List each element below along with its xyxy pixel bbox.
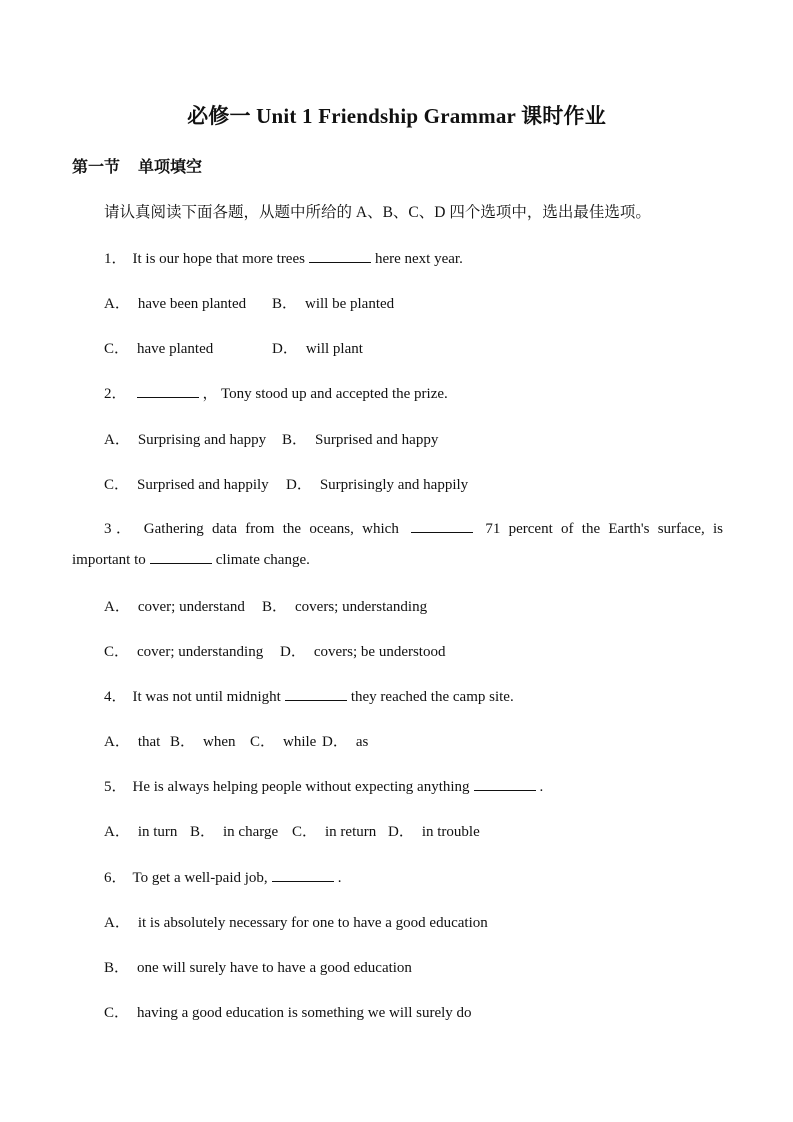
answer-blank — [272, 867, 334, 882]
question-text-after: climate change. — [215, 552, 310, 568]
section-heading — [72, 154, 202, 177]
option-letter: C． — [104, 644, 130, 660]
option-a — [104, 292, 272, 313]
option-letter: A． — [104, 296, 130, 312]
option-text: will be planted — [305, 296, 395, 312]
question-number: 1． — [104, 251, 127, 267]
option-a — [104, 820, 190, 841]
option-letter: B． — [262, 599, 288, 615]
option-letter: D． — [280, 644, 306, 660]
question-text-after: . — [539, 779, 544, 795]
option-text: in charge — [223, 824, 279, 840]
question-1-stem — [104, 247, 463, 268]
stem-word: the — [581, 521, 601, 537]
option-d — [322, 730, 368, 751]
option-letter: D． — [388, 824, 414, 840]
option-text: it is absolutely necessary for one to have a good education — [137, 915, 488, 931]
option-letter: C． — [104, 341, 130, 357]
question-number: 5． — [104, 779, 127, 795]
option-text: Surprised and happily — [137, 477, 269, 493]
question-4-stem — [104, 685, 514, 706]
option-letter: B． — [190, 824, 216, 840]
option-letter: A． — [104, 599, 130, 615]
option-letter: D． — [272, 341, 298, 357]
option-letter: C． — [250, 734, 276, 750]
question-2-options-row-2 — [104, 473, 468, 494]
option-c — [292, 820, 388, 841]
answer-blank — [474, 776, 536, 791]
question-6-option-b — [104, 956, 412, 977]
section-number: 第一节 — [72, 159, 121, 176]
option-letter: C． — [104, 1005, 130, 1021]
option-d — [286, 473, 468, 494]
option-text: have planted — [137, 341, 214, 357]
option-letter: D． — [322, 734, 348, 750]
question-text-before: important to — [72, 552, 146, 568]
question-6-option-a — [104, 911, 488, 932]
question-text-after: ， Tony stood up and accepted the prize. — [202, 386, 448, 402]
stem-word: Gathering — [143, 521, 204, 537]
option-text: cover; understanding — [137, 644, 264, 660]
question-text-after: . — [337, 870, 342, 886]
option-letter: D． — [286, 477, 312, 493]
stem-word: 71 — [485, 521, 501, 537]
option-text: covers; be understood — [313, 644, 446, 660]
option-letter: B． — [272, 296, 298, 312]
question-number: 3． — [104, 521, 136, 537]
option-text: cover; understand — [137, 599, 245, 615]
option-letter: B． — [282, 432, 308, 448]
section-name: 单项填空 — [138, 159, 203, 176]
stem-word: is — [713, 521, 724, 537]
option-text: in return — [325, 824, 377, 840]
option-text: have been planted — [137, 296, 247, 312]
question-2-stem — [104, 382, 448, 403]
option-c — [104, 640, 280, 661]
option-b — [282, 428, 438, 449]
option-letter: A． — [104, 915, 130, 931]
question-3-options-row-1 — [104, 595, 427, 616]
question-text-after: they reached the camp site. — [350, 689, 514, 705]
option-b — [262, 595, 427, 616]
option-a — [104, 730, 170, 751]
question-text-before: It was not until midnight — [132, 689, 281, 705]
option-a — [104, 428, 282, 449]
option-text: in turn — [137, 824, 178, 840]
question-4-options — [104, 730, 368, 751]
question-2-options-row-1 — [104, 428, 438, 449]
question-text-after: here next year. — [374, 251, 463, 267]
option-text: Surprised and happy — [315, 432, 439, 448]
question-1-options-row-1 — [104, 292, 394, 313]
question-5-options — [104, 820, 480, 841]
question-number: 2． — [104, 386, 127, 402]
stem-word: of — [561, 521, 574, 537]
option-letter: C． — [292, 824, 318, 840]
stem-word: data — [212, 521, 238, 537]
option-text: Surprising and happy — [137, 432, 267, 448]
option-b — [190, 820, 292, 841]
question-3-stem-line-2 — [72, 549, 310, 569]
stem-word: the — [282, 521, 302, 537]
question-number: 4． — [104, 689, 127, 705]
answer-blank — [411, 518, 473, 533]
question-3-stem-line-1 — [104, 517, 723, 538]
option-text: covers; understanding — [295, 599, 428, 615]
option-letter: A． — [104, 432, 130, 448]
question-5-stem — [104, 775, 543, 796]
option-text: Surprisingly and happily — [319, 477, 469, 493]
answer-blank — [285, 686, 347, 701]
option-text: will plant — [305, 341, 363, 357]
stem-word: oceans, — [309, 521, 354, 537]
stem-word: surface, — [657, 521, 705, 537]
option-a — [104, 595, 262, 616]
option-text: that — [137, 734, 161, 750]
answer-blank — [150, 549, 212, 564]
option-text: as — [355, 734, 369, 750]
question-6-stem — [104, 866, 341, 887]
question-number: 6． — [104, 870, 127, 886]
question-text-before: He is always helping people without expecting anything — [132, 779, 470, 795]
option-letter: B． — [170, 734, 196, 750]
option-letter: C． — [104, 477, 130, 493]
option-d — [388, 820, 480, 841]
option-letter: A． — [104, 734, 130, 750]
option-letter: B． — [104, 960, 130, 976]
option-letter: A． — [104, 824, 130, 840]
question-text-before: It is our hope that more trees — [132, 251, 305, 267]
option-d — [280, 640, 445, 661]
stem-word: Earth's — [608, 521, 650, 537]
option-text: in trouble — [421, 824, 480, 840]
option-text: while — [283, 734, 317, 750]
question-6-option-c — [104, 1001, 472, 1022]
option-c — [250, 730, 322, 751]
option-text: when — [203, 734, 236, 750]
answer-blank — [309, 248, 371, 263]
option-text: one will surely have to have a good education — [137, 960, 412, 976]
question-3-options-row-2 — [104, 640, 445, 661]
page-title: 必修一 Unit 1 Friendship Grammar 课时作业 — [187, 104, 606, 128]
instruction-text: 请认真阅读下面各题，从题中所给的 A、B、C、D 四个选项中，选出最佳选项。 — [104, 204, 651, 221]
question-text-before: To get a well-paid job, — [132, 870, 268, 886]
option-d — [272, 337, 363, 358]
option-b — [272, 292, 394, 313]
option-b — [170, 730, 250, 751]
stem-word: which — [362, 521, 399, 537]
option-c — [104, 473, 286, 494]
stem-word: percent — [508, 521, 553, 537]
stem-word: from — [245, 521, 275, 537]
question-1-options-row-2 — [104, 337, 363, 358]
answer-blank — [137, 383, 199, 398]
option-text: having a good education is something we will surely do — [137, 1005, 472, 1021]
option-c — [104, 337, 272, 358]
